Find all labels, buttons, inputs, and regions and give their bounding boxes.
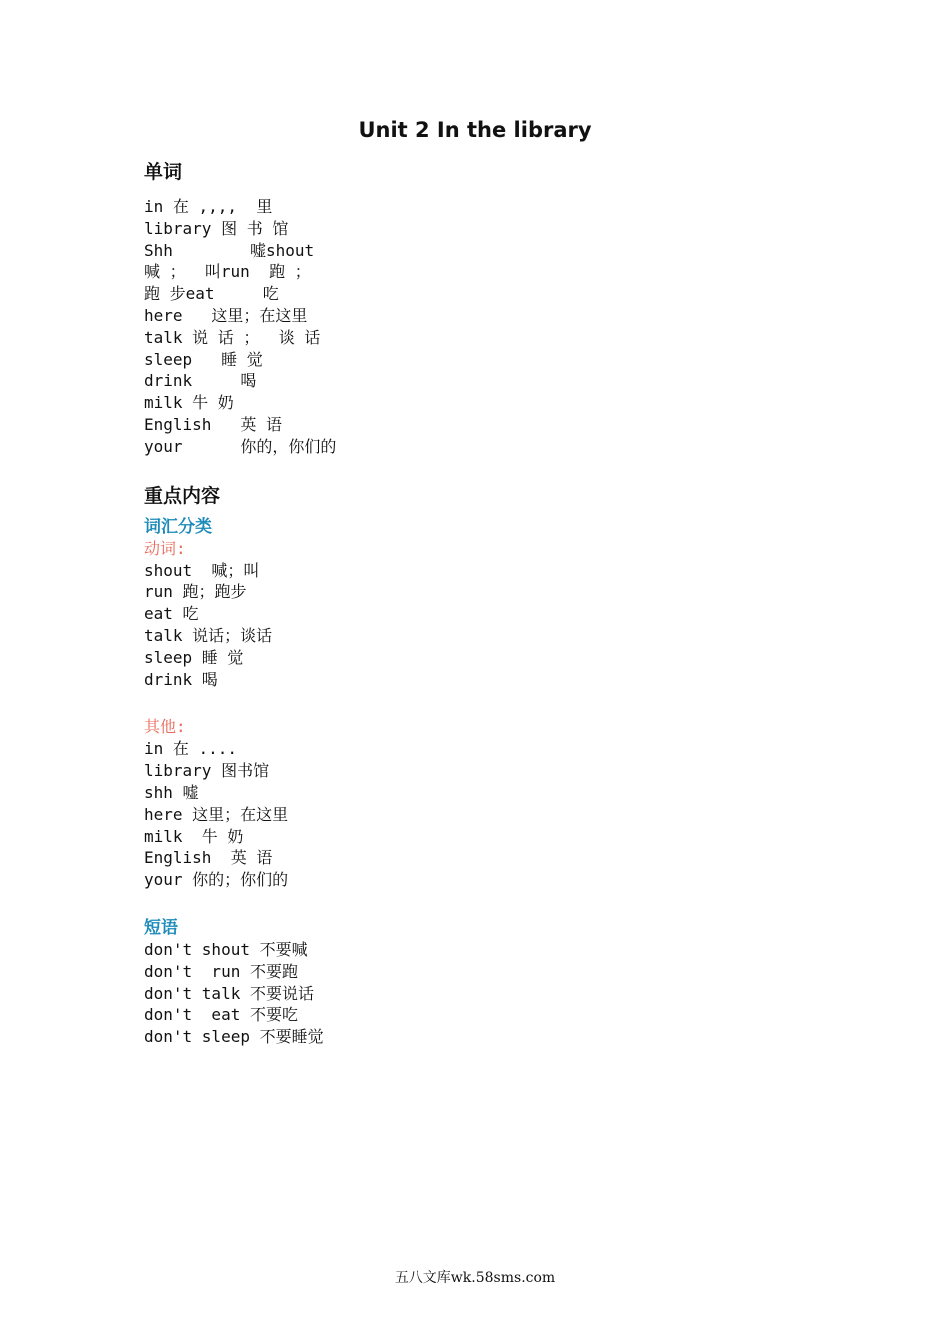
phrases-list xyxy=(144,939,844,1048)
phrase-line: don't talk 不要说话 xyxy=(144,983,314,1003)
words-list xyxy=(144,196,844,458)
phrase-line: don't sleep 不要睡觉 xyxy=(144,1027,324,1047)
footer-watermark: 五八文库wk.58sms.com xyxy=(394,1270,556,1286)
spacer xyxy=(144,186,844,196)
word-line: English 英 语 xyxy=(144,414,282,434)
verbs-list xyxy=(144,560,844,691)
others-label: 其他: xyxy=(144,717,186,737)
word-line: 喊 ； 叫run 跑 ； xyxy=(144,262,311,282)
vocab-category-heading: 词汇分类 xyxy=(144,516,212,537)
other-line: in 在 .... xyxy=(144,739,238,759)
spacer xyxy=(144,891,844,917)
word-line: library 图 书 馆 xyxy=(144,218,289,238)
verbs-label: 动词: xyxy=(144,538,186,558)
spacer xyxy=(144,458,844,482)
phrase-line: don't run 不要跑 xyxy=(144,961,298,981)
phrase-line: don't eat 不要吃 xyxy=(144,1005,298,1025)
word-line: 跑 步eat 吃 xyxy=(144,284,279,304)
other-line: library 图书馆 xyxy=(144,761,270,781)
word-line: drink 喝 xyxy=(144,371,257,391)
verb-line: eat 吃 xyxy=(144,604,199,624)
phrase-line: don't shout 不要喊 xyxy=(144,939,308,959)
verb-line: talk 说话；谈话 xyxy=(144,625,273,645)
verb-line: shout 喊；叫 xyxy=(144,560,260,580)
word-line: Shh 嘘shout xyxy=(144,240,315,260)
other-line: here 这里；在这里 xyxy=(144,804,289,824)
key-content-heading: 重点内容 xyxy=(144,484,221,507)
document-body xyxy=(144,158,844,1048)
other-line: milk 牛 奶 xyxy=(144,826,244,846)
word-line: sleep 睡 觉 xyxy=(144,349,263,369)
other-line: shh 嘘 xyxy=(144,782,199,802)
word-line: milk 牛 奶 xyxy=(144,393,234,413)
page-title: Unit 2 In the library xyxy=(358,118,592,142)
phrases-heading: 短语 xyxy=(144,917,178,938)
spacer xyxy=(144,690,844,716)
verb-line: drink 喝 xyxy=(144,669,218,689)
word-line: talk 说 话 ； 谈 话 xyxy=(144,327,321,347)
verb-line: run 跑；跑步 xyxy=(144,582,247,602)
words-heading: 单词 xyxy=(144,161,183,183)
verb-line: sleep 睡 觉 xyxy=(144,647,244,667)
other-line: your 你的；你们的 xyxy=(144,870,289,890)
word-line: here 这里；在这里 xyxy=(144,305,308,325)
word-line: in 在 ,,,, 里 xyxy=(144,197,273,216)
other-line: English 英 语 xyxy=(144,848,273,868)
others-list xyxy=(144,738,844,891)
word-line: your 你的，你们的 xyxy=(144,436,337,456)
